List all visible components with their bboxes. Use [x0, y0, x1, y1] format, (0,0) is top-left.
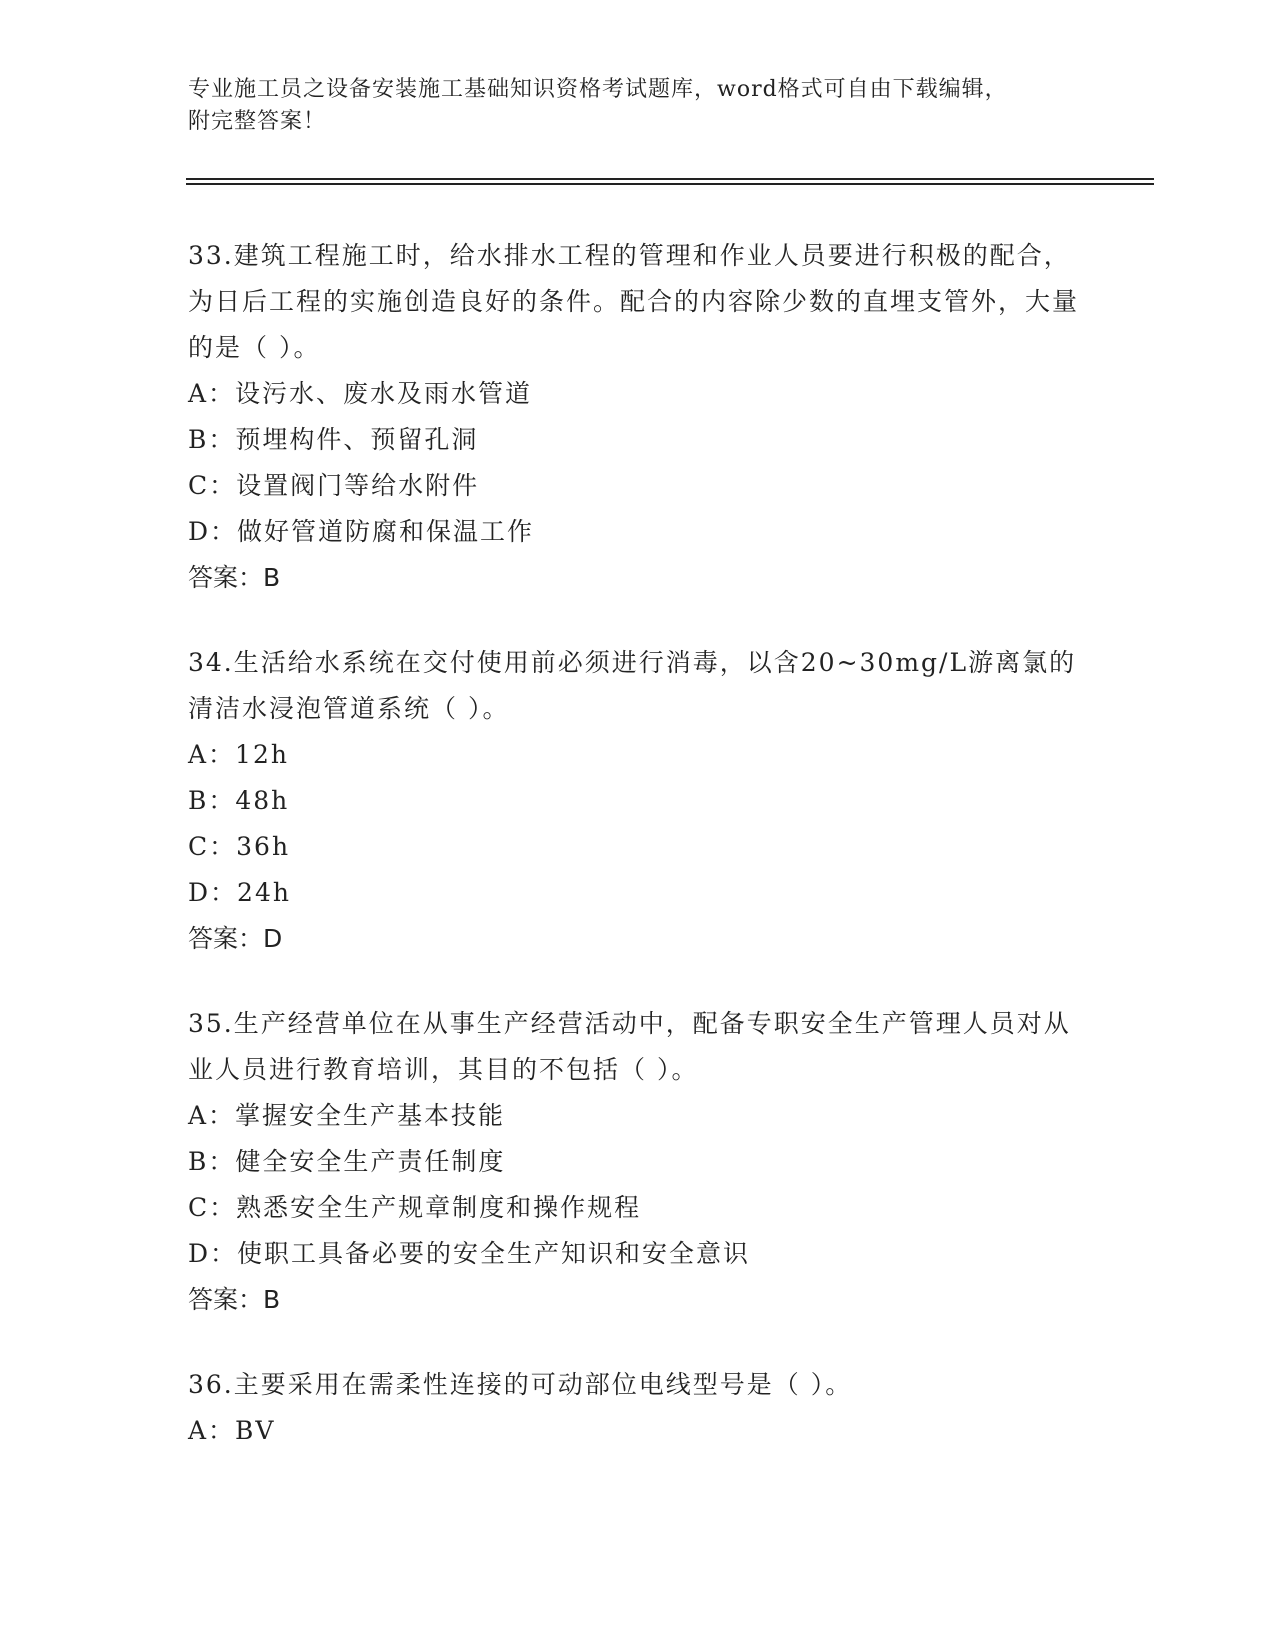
question-number: 34.: [188, 648, 234, 677]
option-b: B：预埋构件、预留孔洞: [188, 425, 479, 454]
option-b: B：48h: [188, 786, 290, 815]
question-stem: 建筑工程施工时，给水排水工程的管理和作业人员要进行积极的配合，为日后工程的实施创造良好的条件。配合的内容除少数的直埋支管外，大量的是（ ）。: [188, 241, 1080, 362]
option-d: D：24h: [188, 878, 291, 907]
option-a: A：BV: [188, 1416, 276, 1445]
answer: 答案：D: [188, 924, 283, 953]
question-text: [188, 1001, 1088, 1093]
header-rule-bottom: [186, 183, 1154, 185]
question-stem: 生活给水系统在交付使用前必须进行消毒，以含20~30mg/L游离氯的清洁水浸泡管道系统（ ）。: [188, 648, 1077, 723]
question-text: [188, 1362, 1088, 1408]
question-text: [188, 233, 1088, 371]
question-list: [188, 233, 1088, 1493]
option-c: C：熟悉安全生产规章制度和操作规程: [188, 1193, 642, 1222]
question-34: [188, 640, 1088, 962]
header-line-2: 附完整答案！: [188, 109, 327, 134]
question-stem: 生产经营单位在从事生产经营活动中，配备专职安全生产管理人员对从业人员进行教育培训，其目的不包括（ ）。: [188, 1009, 1071, 1084]
option-d: D：使职工具备必要的安全生产知识和安全意识: [188, 1239, 751, 1268]
question-number: 35.: [188, 1009, 234, 1038]
option-d: D：做好管道防腐和保温工作: [188, 517, 535, 546]
header-rule-top: [186, 178, 1154, 180]
document-header: [188, 74, 1088, 138]
question-36: [188, 1362, 1088, 1454]
header-line-1: 专业施工员之设备安装施工基础知识资格考试题库，word格式可自由下载编辑，: [188, 77, 1008, 102]
answer: 答案：B: [188, 563, 281, 592]
question-number: 33.: [188, 241, 234, 270]
option-a: A：掌握安全生产基本技能: [188, 1101, 506, 1130]
question-number: 36.: [188, 1370, 234, 1399]
question-text: [188, 640, 1088, 732]
answer: 答案：B: [188, 1285, 281, 1314]
question-35: [188, 1001, 1088, 1323]
question-33: [188, 233, 1088, 601]
question-stem: 主要采用在需柔性连接的可动部位电线型号是（ ）。: [233, 1370, 853, 1399]
option-a: A：12h: [188, 740, 289, 769]
option-a: A：设污水、废水及雨水管道: [188, 379, 533, 408]
option-c: C：设置阀门等给水附件: [188, 471, 480, 500]
option-c: C：36h: [188, 832, 291, 861]
option-b: B：健全安全生产责任制度: [188, 1147, 506, 1176]
